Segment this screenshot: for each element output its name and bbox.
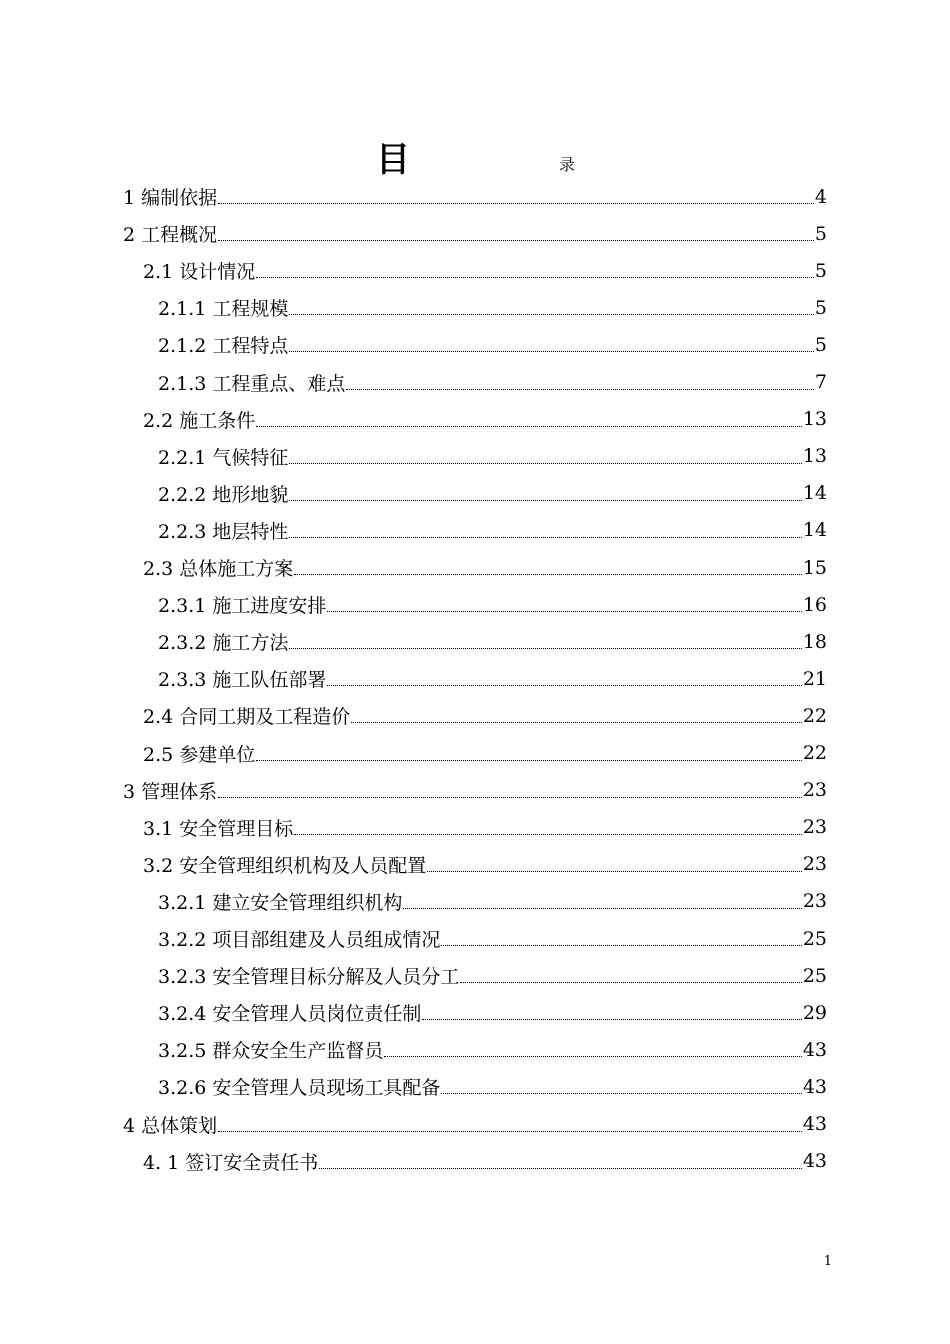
toc-dot-leader	[441, 945, 801, 946]
toc-entry-page: 18	[802, 630, 827, 653]
toc-entry-label: 2.1.1 工程规模	[158, 298, 289, 321]
toc-entry-label: 2.1.3 工程重点、难点	[158, 372, 346, 395]
toc-dot-leader	[256, 426, 802, 427]
toc-dot-leader	[403, 908, 801, 909]
toc-dot-leader	[346, 389, 814, 390]
toc-entry-label: 3.2.4 安全管理人员岗位责任制	[158, 1003, 422, 1026]
toc-entry[interactable]	[143, 401, 827, 438]
toc-entry-label: 2.3.1 施工进度安排	[158, 595, 327, 618]
toc-entry[interactable]	[123, 1106, 827, 1143]
toc-entry[interactable]	[143, 252, 827, 289]
toc-entry-label: 2.4 合同工期及工程造价	[143, 706, 351, 729]
toc-dot-leader	[294, 834, 802, 835]
toc-entry[interactable]	[158, 1031, 827, 1068]
toc-dot-leader	[427, 871, 802, 872]
toc-dot-leader	[351, 722, 802, 723]
toc-entry[interactable]	[158, 957, 827, 994]
toc-entry-page: 13	[802, 445, 827, 468]
toc-title-secondary: 录	[559, 155, 576, 174]
toc-entry[interactable]	[158, 660, 827, 697]
toc-entry-label: 2.3 总体施工方案	[143, 558, 294, 580]
toc-entry[interactable]	[123, 215, 827, 252]
toc-dot-leader	[422, 1019, 801, 1020]
toc-entry-label: 3 管理体系	[123, 780, 218, 803]
toc-dot-leader	[327, 685, 801, 686]
toc-entry-page: 43	[802, 1038, 827, 1061]
toc-entry-label: 3.2.6 安全管理人员现场工具配备	[158, 1077, 441, 1100]
toc-entry-page: 21	[802, 667, 827, 690]
toc-entry-label: 2.3.3 施工队伍部署	[158, 669, 327, 692]
toc-entry-page: 23	[802, 816, 827, 839]
toc-entry-page: 22	[802, 742, 827, 764]
toc-title	[0, 138, 950, 182]
toc-entry-label: 3.1 安全管理目标	[143, 817, 294, 840]
toc-entry[interactable]	[158, 994, 827, 1031]
toc-entry-label: 3.2.1 建立安全管理组织机构	[158, 891, 403, 914]
toc-dot-leader	[289, 314, 814, 315]
toc-entry-page: 25	[802, 927, 827, 950]
toc-entry-label: 4. 1 签订安全责任书	[143, 1151, 319, 1174]
toc-entry[interactable]	[158, 1068, 827, 1105]
toc-entry-page: 43	[802, 1150, 827, 1173]
toc-entry-page: 13	[802, 408, 827, 431]
page-number: 1	[823, 1254, 832, 1269]
toc-entry[interactable]	[158, 326, 827, 363]
toc-entry-page: 16	[802, 593, 827, 616]
toc-dot-leader	[218, 797, 802, 798]
toc-dot-leader	[441, 1093, 801, 1094]
toc-dot-leader	[460, 982, 801, 983]
toc-dot-leader	[289, 537, 801, 538]
toc-entry-page: 5	[814, 333, 827, 356]
toc-entry[interactable]	[158, 475, 827, 512]
toc-entry-page: 7	[814, 371, 827, 393]
toc-entry[interactable]	[158, 289, 827, 326]
toc-entry-page: 29	[802, 1001, 827, 1024]
toc-dot-leader	[294, 574, 802, 575]
toc-entry[interactable]	[123, 178, 827, 215]
toc-entry-page: 22	[802, 704, 827, 727]
toc-entry[interactable]	[158, 920, 827, 957]
toc-entry-label: 2.1.2 工程特点	[158, 335, 289, 358]
toc-entry[interactable]	[143, 1143, 827, 1180]
toc-entry[interactable]	[143, 549, 827, 586]
toc-dot-leader	[256, 277, 814, 278]
toc-entry[interactable]	[158, 512, 827, 549]
toc-entry-label: 4 总体策划	[123, 1114, 218, 1137]
toc-dot-leader	[289, 351, 814, 352]
toc-entry[interactable]	[143, 809, 827, 846]
toc-title-main: 目	[376, 140, 410, 180]
toc-dot-leader	[319, 1168, 802, 1169]
toc-entry-page: 43	[802, 1113, 827, 1135]
toc-entry-label: 2.3.2 施工方法	[158, 632, 289, 655]
toc-entry-page: 14	[802, 482, 827, 505]
toc-entry-label: 2.2.3 地层特性	[158, 520, 289, 543]
toc-dot-leader	[289, 648, 801, 649]
toc-entry[interactable]	[158, 438, 827, 475]
toc-entry[interactable]	[143, 697, 827, 734]
toc-entry-label: 2.2.2 地形地貌	[158, 483, 289, 506]
toc-dot-leader	[218, 240, 814, 241]
toc-entry-label: 2.5 参建单位	[143, 743, 256, 766]
toc-entry-label: 3.2.5 群众安全生产监督员	[158, 1040, 384, 1063]
toc-entry-page: 23	[802, 853, 827, 876]
toc-entry[interactable]	[158, 364, 827, 401]
toc-entry-page: 14	[802, 519, 827, 542]
toc-dot-leader	[327, 611, 801, 612]
toc-entry-page: 23	[802, 779, 827, 802]
toc-entry-page: 43	[802, 1075, 827, 1098]
toc-dot-leader	[289, 500, 801, 501]
toc-entry-label: 3.2 安全管理组织机构及人员配置	[143, 854, 427, 877]
toc-entry-page: 25	[802, 964, 827, 987]
toc-entry[interactable]	[158, 623, 827, 660]
toc-entry[interactable]	[158, 586, 827, 623]
toc-dot-leader	[218, 203, 814, 204]
toc-entry-page: 5	[814, 296, 827, 319]
toc-entry-page: 5	[814, 222, 827, 245]
toc-entry-page: 4	[814, 185, 827, 208]
toc-entry-page: 15	[802, 556, 827, 579]
toc-dot-leader	[384, 1056, 801, 1057]
toc-entry-label: 2 工程概况	[123, 224, 218, 247]
toc-entry-page: 23	[802, 890, 827, 913]
toc-dot-leader	[218, 1131, 802, 1132]
toc-entry-label: 3.2.2 项目部组建及人员组成情况	[158, 929, 441, 951]
toc-entry[interactable]	[143, 735, 827, 772]
toc-dot-leader	[289, 463, 801, 464]
toc-entry[interactable]	[143, 846, 827, 883]
toc-entry-label: 3.2.3 安全管理目标分解及人员分工	[158, 966, 460, 989]
toc-entry-label: 2.1 设计情况	[143, 261, 256, 284]
toc-entry[interactable]	[123, 772, 827, 809]
toc-entry-page: 5	[814, 259, 827, 282]
toc-entry[interactable]	[158, 883, 827, 920]
toc-dot-leader	[256, 760, 802, 761]
toc-entry-label: 1 编制依据	[123, 187, 218, 209]
toc-entry-label: 2.2.1 气候特征	[158, 446, 289, 469]
toc-entry-label: 2.2 施工条件	[143, 409, 256, 432]
